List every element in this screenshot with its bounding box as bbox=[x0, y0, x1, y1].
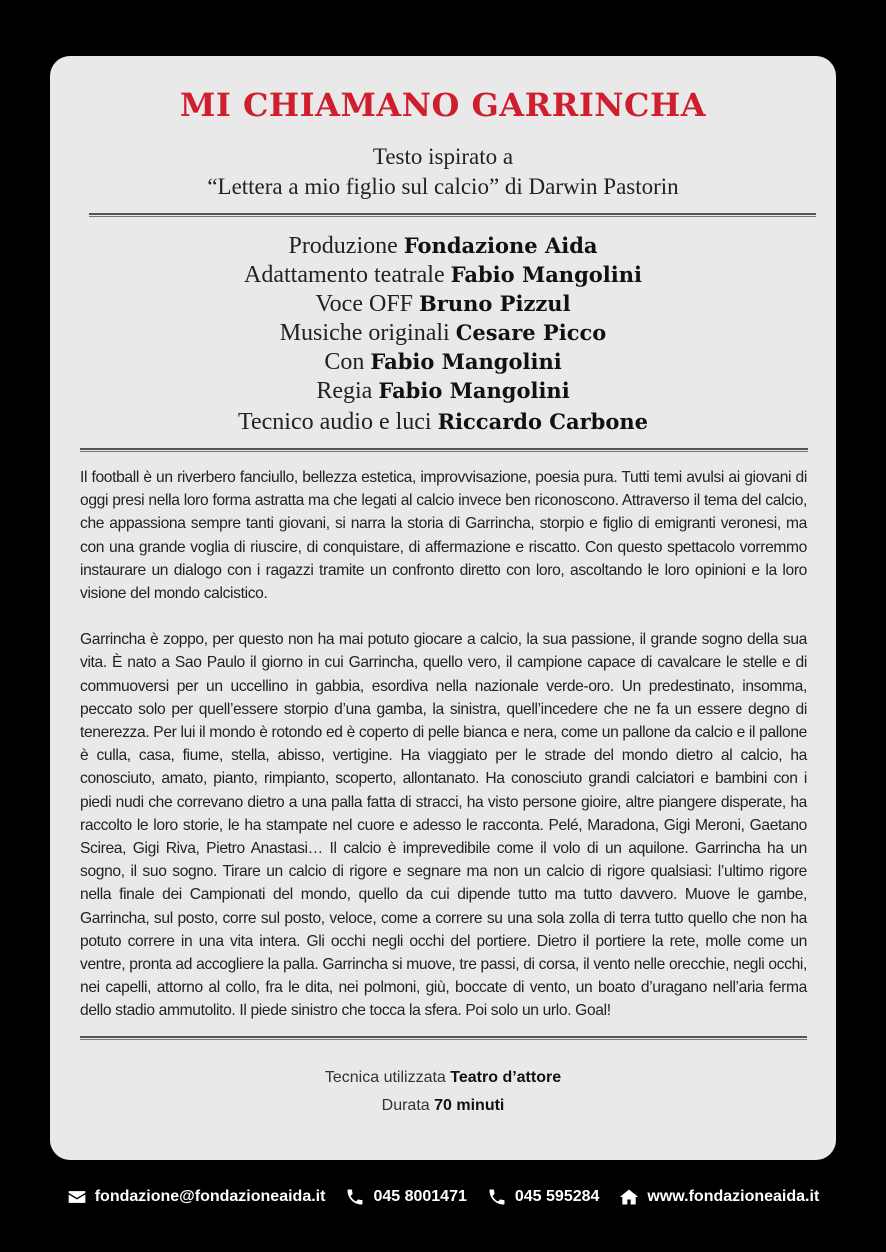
credit-voice-off bbox=[0, 289, 886, 318]
phone-icon bbox=[487, 1187, 507, 1207]
phone-text[interactable]: 045 595284 bbox=[514, 1188, 600, 1205]
credit-adaptation bbox=[0, 260, 886, 289]
contact-email[interactable] bbox=[67, 1187, 326, 1207]
paragraph: Il football è un riverbero fanciullo, bellezza estetica, improvvisazione, poesia pura. Tutti temi avulsi ai giovani di oggi presi nella loro forma astratta ma che legati al calcio invece ben riconoscono. Attraverso il tema del calcio, che appassiona sempre tanti giovani, si narra la storia di Garrincha, storpio e figlio di emigranti veronesi, ma con una grande voglia di riuscire, di conquistare, di affermazione e riscatto. Con questo spettacolo vorremmo instaurare un dialogo con i ragazzi tramite un confronto diretto con loro, ascoltando le loro opinioni e la loro visione del mondo calcistico. bbox=[80, 469, 807, 603]
credit-role: Adattamento teatrale bbox=[244, 262, 445, 288]
contact-website[interactable] bbox=[619, 1187, 819, 1207]
duration-line bbox=[0, 1092, 886, 1120]
credit-name: Fabio Mangolini bbox=[450, 262, 642, 287]
technique-value: Teatro d’attore bbox=[450, 1069, 562, 1086]
subtitle-line-1: Testo ispirato a bbox=[372, 144, 514, 169]
credit-cast bbox=[0, 347, 886, 376]
duration-value: 70 minuti bbox=[434, 1097, 505, 1114]
subtitle bbox=[0, 142, 886, 202]
credit-name: Fondazione Aida bbox=[403, 233, 598, 258]
credit-name: Riccardo Carbone bbox=[437, 409, 648, 434]
phone-text[interactable]: 045 8001471 bbox=[373, 1188, 467, 1205]
description bbox=[80, 466, 807, 1023]
credit-role: Con bbox=[324, 349, 365, 375]
credit-name: Cesare Picco bbox=[455, 320, 607, 345]
credit-name: Fabio Mangolini bbox=[378, 378, 570, 403]
credit-role: Produzione bbox=[288, 233, 398, 259]
credit-technician bbox=[0, 407, 886, 436]
contact-phone-2[interactable] bbox=[487, 1187, 600, 1207]
credit-role: Musiche originali bbox=[279, 320, 450, 346]
envelope-icon bbox=[67, 1187, 87, 1207]
credit-production bbox=[0, 231, 886, 260]
credits-list bbox=[0, 231, 886, 436]
home-icon bbox=[619, 1187, 639, 1207]
contact-footer bbox=[0, 1182, 886, 1212]
website-text[interactable]: www.fondazioneaida.it bbox=[647, 1188, 820, 1205]
credit-role: Regia bbox=[316, 378, 373, 404]
contact-phone-1[interactable] bbox=[345, 1187, 466, 1207]
paragraph: Garrincha è zoppo, per questo non ha mai potuto giocare a calcio, la sua passione, il grande sogno della sua vita. È nato a Sao Paulo il giorno in cui Garrincha, quello vero, il campione capace di cavalcare le stelle e di commuoversi per un uccellino in gabbia, esordiva nella nazionale verde-oro. Un predestinato, insomma, peccato solo per quell’essere storpio d’una gamba, la sinistra, quell’incedere che ne fa un essere degno di tenerezza. Per lui il mondo è rotondo ed è coperto di pelle bianca e nera, come un pallone da calcio e il pallone è culla, casa, fiume, stella, abisso, vertigine. Ha viaggiato per le strade del mondo dietro al calcio, ha conosciuto, amato, pianto, rimpianto, scoperto, allontanato. Ha conosciuto grandi calciatori e bambini con i piedi nudi che correvano dietro a una palla fatta di stracci, ha visto persone gioire, altre piangere disperate, ha raccolto le loro storie, le ha stampate nel cuore e adesso le racconta. Pelé, Maradona, Gigi Meroni, Gaetano Scirea, Gigi Riva, Pietro Anastasi… Il calcio è imprevedibile come il volo di un aquilone. Garrincha ha un sogno, il suo sogno. Tirare un calcio di rigore e segnare ma non un calcio di rigore qualsiasi: l’ultimo rigore nella finale dei Campionati del mondo, quello da cui dipende tutto ma tutto davvero. Muove le gambe, Garrincha, sul posto, corre sul posto, veloce, come a correre su una sola zolla di terra tutto quello che non ha potuto correre in una vita intera. Gli occhi negli occhi del portiere. Dietro il portiere la rete, molle come un ventre, pronta ad accogliere la palla. Garrincha si muove, tre passi, di corsa, il vento nelle orecchie, negli occhi, nei capelli, attorno al collo, fra le dita, nei polmoni, giù, boccate di vento, un boato d’uragano nell’aria ferma dello stadio ammutolito. Il piede sinistro che tocca la sfera. Poi solo un urlo. Goal! bbox=[80, 631, 807, 1020]
divider bbox=[80, 448, 808, 452]
credit-name: Fabio Mangolini bbox=[370, 349, 562, 374]
subtitle-line-2: “Lettera a mio figlio sul calcio” di Darwin Pastorin bbox=[207, 174, 679, 199]
credit-music bbox=[0, 318, 886, 347]
phone-icon bbox=[345, 1187, 365, 1207]
divider bbox=[80, 1036, 807, 1040]
page-title: MI CHIAMANO GARRINCHA bbox=[179, 86, 707, 124]
email-text[interactable]: fondazione@fondazioneaida.it bbox=[94, 1188, 326, 1205]
credit-name: Bruno Pizzul bbox=[419, 291, 571, 316]
credit-director bbox=[0, 376, 886, 405]
divider bbox=[89, 213, 816, 217]
credit-role: Tecnico audio e luci bbox=[238, 409, 432, 435]
technical-info bbox=[0, 1064, 886, 1120]
technique-line bbox=[0, 1064, 886, 1092]
credit-role: Voce OFF bbox=[315, 291, 414, 317]
duration-label: Durata bbox=[381, 1097, 430, 1114]
technique-label: Tecnica utilizzata bbox=[324, 1069, 446, 1086]
